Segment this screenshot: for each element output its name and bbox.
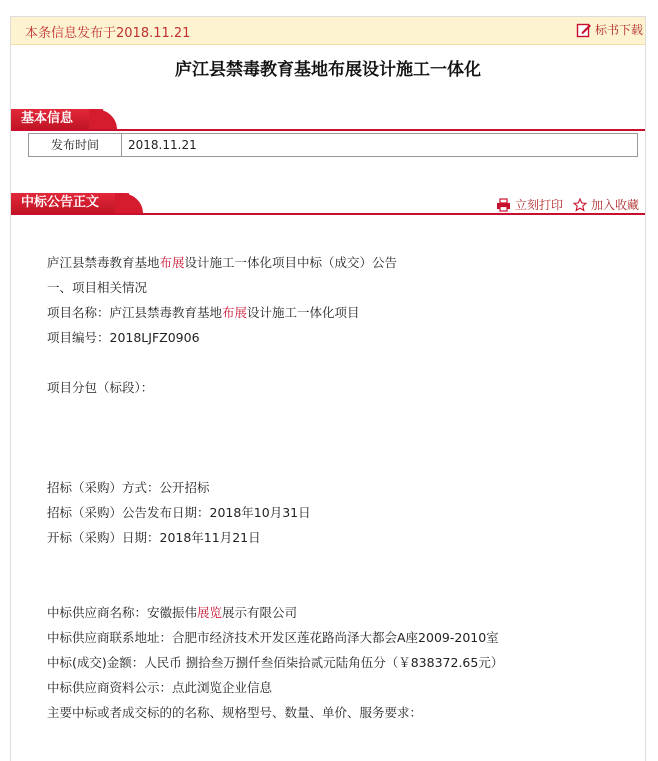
notice-actions	[496, 196, 639, 213]
announcement-date: 招标（采购）公告发布日期：2018年10月31日	[47, 505, 311, 520]
add-favorite-button[interactable]	[573, 196, 639, 213]
publish-notice: 本条信息发布于2018.11.21	[25, 26, 191, 41]
text-segment: 展示有限公司	[222, 605, 298, 620]
publish-time-label: 发布时间	[29, 134, 122, 156]
section-project-info: 一、项目相关情况	[47, 280, 148, 295]
procurement-method: 招标（采购）方式：公开招标	[47, 480, 210, 495]
download-tender-button[interactable]	[576, 21, 643, 38]
favorite-label: 加入收藏	[590, 198, 639, 212]
document-frame	[10, 16, 646, 761]
supplier-info-link[interactable]: 中标供应商资料公示：点此浏览企业信息	[47, 680, 273, 695]
highlight-keyword: 展览	[197, 605, 223, 620]
basic-info-section-header	[11, 109, 645, 131]
page-title: 庐江县禁毒教育基地布展设计施工一体化	[175, 60, 481, 80]
notice-section-label: 中标公告正文	[11, 193, 129, 213]
publish-time-value: 2018.11.21	[128, 138, 197, 152]
text-segment: 设计施工一体化项目中标（成交）公告	[184, 255, 398, 270]
opening-date: 开标（采购）日期：2018年11月21日	[47, 530, 261, 545]
star-icon	[573, 198, 587, 212]
highlight-keyword: 布展	[222, 305, 248, 320]
publish-time-table	[28, 133, 638, 157]
download-label: 标书下载	[594, 23, 643, 37]
project-name	[47, 303, 360, 321]
notice-heading	[47, 253, 397, 271]
basic-info-section-label: 基本信息	[11, 109, 103, 129]
highlight-keyword: 布展	[159, 255, 185, 270]
project-lots: 项目分包（标段）：	[47, 380, 154, 395]
info-topbar	[11, 17, 645, 45]
winning-supplier-address: 中标供应商联系地址：合肥市经济技术开发区莲花路尚泽大都会A座2009-2010室	[47, 630, 499, 645]
winning-amount: 中标(成交)金额：人民币 捌拾叁万捌仟叁佰柒拾贰元陆角伍分（￥838372.65元）	[47, 655, 504, 670]
text-segment: 设计施工一体化项目	[247, 305, 360, 320]
notice-section-header	[11, 193, 645, 215]
main-items-requirements: 主要中标或者成交标的的名称、规格型号、数量、单价、服务要求：	[47, 705, 423, 720]
print-label: 立刻打印	[514, 198, 563, 212]
print-button[interactable]	[496, 196, 563, 213]
text-segment: 庐江县禁毒教育基地	[47, 255, 160, 270]
printer-icon	[496, 198, 511, 212]
winning-supplier-name	[47, 603, 297, 621]
project-number: 项目编号：2018LJFZ0906	[47, 330, 200, 345]
text-segment: 中标供应商名称：安徽振伟	[47, 605, 198, 620]
edit-icon	[576, 22, 592, 38]
text-segment: 项目名称：庐江县禁毒教育基地	[47, 305, 223, 320]
